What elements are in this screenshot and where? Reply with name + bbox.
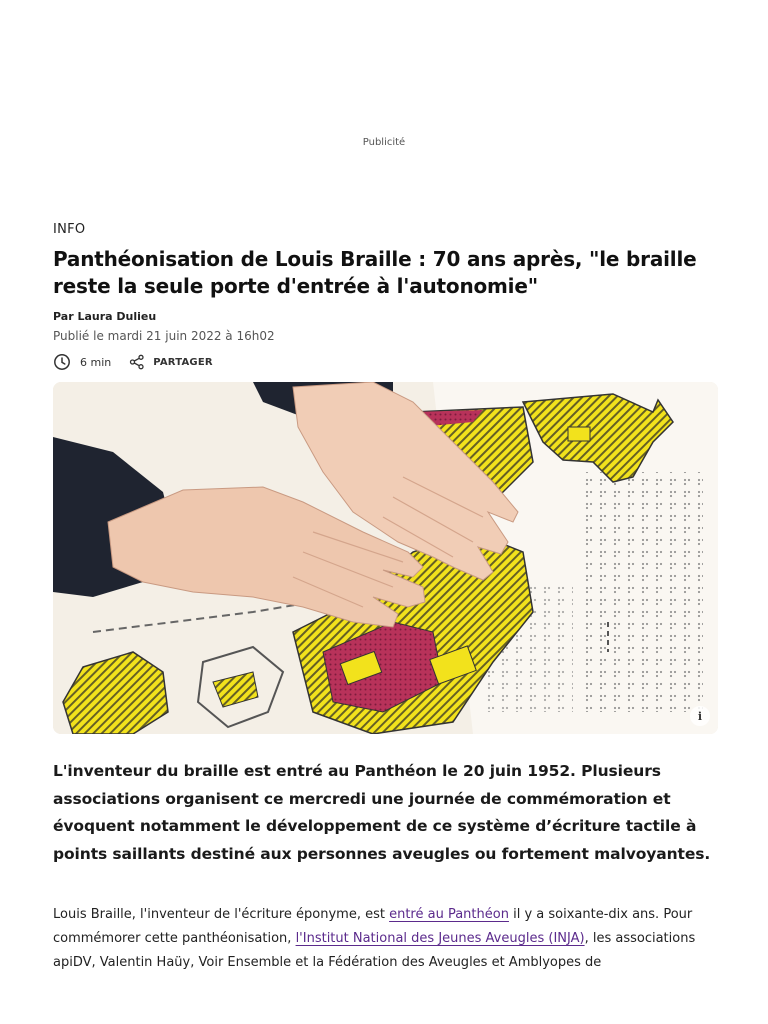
braille-map-photo <box>53 382 718 734</box>
article-header <box>53 222 718 371</box>
clock-icon <box>53 353 71 371</box>
share-label: PARTAGER <box>153 356 213 368</box>
hero-image <box>53 382 718 734</box>
body-text: Louis Braille, l'inventeur de l'écriture éponyme, est <box>53 907 390 922</box>
article-category[interactable]: INFO <box>53 222 86 237</box>
share-button[interactable] <box>129 354 213 370</box>
article-body-paragraph <box>53 903 718 975</box>
article-author[interactable]: Par Laura Dulieu <box>53 310 157 323</box>
body-text: il y a soixante-dix ans. Pour commémorer cette panthéonisation, <box>53 907 693 946</box>
article-meta <box>53 353 718 371</box>
publish-date: Publié le mardi 21 juin 2022 à 16h02 <box>53 329 275 343</box>
read-time: 6 min <box>80 355 112 369</box>
share-icon <box>129 354 145 370</box>
ad-label: Publicité <box>362 137 406 148</box>
article-lead: L'inventeur du braille est entré au Panthéon le 20 juin 1952. Plusieurs associations organisent ce mercredi une journée de commémoration et évoquent notamment le développement de ce système d’écriture tactile à points saillants destiné aux personnes aveugles ou fortement malvoyantes. <box>53 762 711 863</box>
body-text: , les associations apiDV, Valentin Haüy, Voir Ensemble et la Fédération des Aveugles et Amblyopes de <box>53 931 696 970</box>
link-inja[interactable]: l'Institut National des Jeunes Aveugles (INJA) <box>295 931 585 946</box>
link-entre-au-pantheon[interactable]: entré au Panthéon <box>389 907 509 922</box>
image-info-button[interactable]: i <box>690 706 710 726</box>
article-title: Panthéonisation de Louis Braille : 70 ans après, "le braille reste la seule porte d'entrée à l'autonomie" <box>53 247 697 298</box>
